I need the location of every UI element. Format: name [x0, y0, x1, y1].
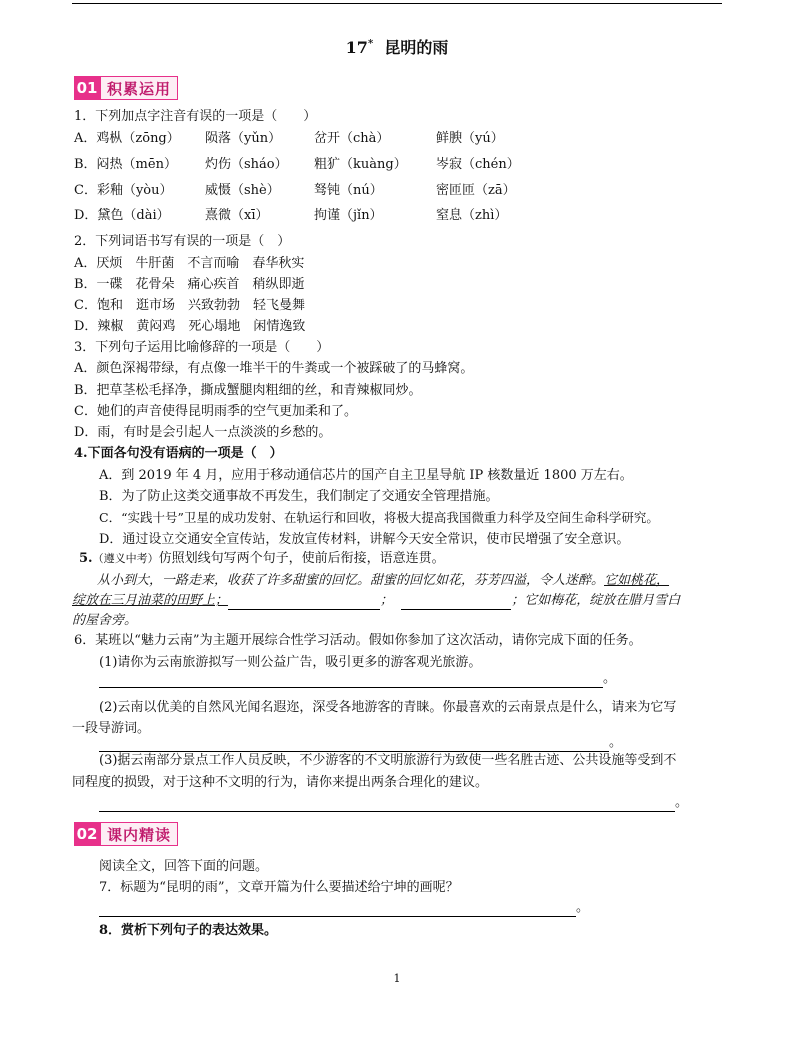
q4-option-d: D．通过设立交通安全宣传站，发放宣传材料，讲解今天安全常识，使市民增强了安全意识。: [99, 532, 630, 547]
q1-b4: 岑寂（chén）: [436, 157, 520, 172]
q7-answer-line[interactable]: [99, 902, 576, 917]
q6-stem: 6．某班以“魅力云南”为主题开展综合性学习活动。假如你参加了这次活动，请你完成下面的任务。: [74, 633, 642, 648]
q6-period2: 。: [609, 735, 623, 750]
section-badge-01: [74, 76, 178, 100]
section-label: 积累运用: [100, 76, 178, 100]
q1-d4: 窒息（zhì）: [436, 208, 508, 223]
q1-c1: C．彩釉（yòu）: [74, 183, 173, 198]
q1-d3: 拘谨（jǐn）: [314, 208, 383, 223]
q1-b2: 灼伤（sháo）: [205, 157, 288, 172]
q5-stem: [79, 550, 445, 568]
page-number: 1: [393, 972, 401, 985]
q6-sub2a: (2)云南以优美的自然风光闻名遐迩，深受各地游客的青睐。你最喜欢的云南景点是什么，请来为它写: [99, 700, 677, 715]
q6-period1: 。: [603, 671, 617, 686]
lesson-number: 17: [345, 38, 368, 57]
q6-answer3: [99, 794, 688, 812]
q3-stem: 3．下列句子运用比喻修辞的一项是（ ）: [74, 340, 330, 355]
q2-option-c: C．饱和 逛市场 兴致勃勃 轻飞曼舞: [74, 298, 305, 313]
q5-tail1: ；: [380, 593, 394, 608]
q5-number: 5.: [79, 551, 93, 566]
q5-source: （遵义中考）: [92, 552, 159, 565]
q6-answer2: [99, 734, 622, 752]
q7-answer: [99, 899, 589, 917]
q3-option-c: C．她们的声音使得昆明雨季的空气更加柔和了。: [74, 404, 357, 419]
q6-sub3a: (3)据云南部分景点工作人员反映，不少游客的不文明旅游行为致使一些名胜古迹、公共设施等受到不: [99, 753, 677, 768]
q6-answer3-line[interactable]: [99, 797, 675, 812]
section-number: 02: [74, 822, 100, 846]
section-badge-02: [74, 822, 178, 846]
q6-sub1: (1)请你为云南旅游拟写一则公益广告，吸引更多的游客观光旅游。: [99, 655, 482, 670]
q5-tail2: ；它如梅花，绽放在腊月雪白: [511, 593, 681, 608]
q1-b1: B．闷热（mēn）: [74, 157, 177, 172]
q3-option-d: D．雨，有时是会引起人一点淡淡的乡愁的。: [74, 425, 332, 440]
q5-instruction: 仿照划线句写两个句子，使前后衔接，语意连贯。: [158, 551, 445, 566]
q1-d1: D．黛色（dài）: [74, 208, 170, 223]
q1-a4: 鲜腴（yú）: [436, 131, 504, 146]
q7-period: 。: [576, 900, 590, 915]
page-title: [0, 35, 794, 58]
q3-option-a: A．颜色深褐带绿，有点像一堆半干的牛粪或一个被踩破了的马蜂窝。: [74, 361, 474, 376]
q6-sub2b: 一段导游词。: [72, 721, 151, 736]
q6-answer2-line[interactable]: [99, 737, 609, 752]
section-label: 课内精读: [100, 822, 178, 846]
q5-text-line1: [97, 572, 669, 590]
q1-stem: 1．下列加点字注音有误的一项是（ ）: [74, 109, 317, 124]
q4-option-b: B．为了防止这类交通事故不再发生，我们制定了交通安全管理措施。: [99, 489, 499, 504]
section-number: 01: [74, 76, 100, 100]
q4-option-a: A．到 2019 年 4 月，应用于移动通信芯片的国产自主卫星导航 IP 核数量近 1800 万左右。: [99, 468, 633, 483]
lesson-title: 昆明的雨: [384, 38, 449, 57]
q7-stem: 7．标题为“昆明的雨”，文章开篇为什么要描述给宁坤的画呢？: [99, 880, 459, 895]
q3-option-b: B．把草茎松毛择净，撕成蟹腿肉粗细的丝，和青辣椒同炒。: [74, 383, 422, 398]
q1-b3: 粗犷（kuàng）: [314, 157, 407, 172]
q5-blank2[interactable]: [401, 595, 511, 610]
q1-c2: 威慑（shè）: [205, 183, 280, 198]
q2-option-b: B．一碟 花骨朵 痛心疾首 稍纵即逝: [74, 277, 305, 292]
q5-blank1[interactable]: [228, 595, 380, 610]
q2-option-a: A．厌烦 牛肝菌 不言而喻 春华秋实: [74, 256, 305, 271]
q5-text-line2: [72, 592, 680, 610]
q5-underlined1: 它如桃花，: [604, 573, 670, 588]
read-intro: 阅读全文，回答下面的问题。: [99, 859, 269, 874]
q6-sub3b: 同程度的损毁，对于这种不文明的行为，请你来提出两条合理化的建议。: [72, 775, 489, 790]
q1-c4: 密匝匝（zā）: [436, 183, 516, 198]
q1-a3: 岔开（chà）: [314, 131, 390, 146]
q5-text1: 从小到大，一路走来，收获了许多甜蜜的回忆。甜蜜的回忆如花，芬芳四溢，令人迷醉。: [97, 573, 605, 588]
q8-stem: 8．赏析下列句子的表达效果。: [99, 923, 278, 938]
q6-answer1: [99, 670, 616, 688]
q1-d2: 熹微（xī）: [205, 208, 269, 223]
q5-underlined2: 绽放在三月油菜的田野上；: [72, 593, 229, 608]
q2-stem: 2．下列词语书写有误的一项是（ ）: [74, 234, 291, 249]
q5-text3: 的屋舍旁。: [72, 613, 138, 628]
q1-a2: 陨落（yǔn）: [205, 131, 282, 146]
q2-option-d: D．辣椒 黄闷鸡 死心塌地 闲情逸致: [74, 319, 306, 334]
q4-stem: 4.下面各句没有语病的一项是（ ）: [74, 446, 283, 461]
q6-answer1-line[interactable]: [99, 673, 603, 688]
q1-c3: 驽钝（nú）: [314, 183, 383, 198]
q4-option-c: C．“实践十号”卫星的成功发射、在轨运行和回收，将极大提高我国微重力科学及空间生命科学研究。: [99, 510, 659, 525]
lesson-mark: *: [367, 38, 374, 50]
q6-period3: 。: [675, 795, 689, 810]
header-rule: [72, 3, 722, 4]
q1-a1: A．鸡枞（zōng）: [74, 131, 180, 146]
